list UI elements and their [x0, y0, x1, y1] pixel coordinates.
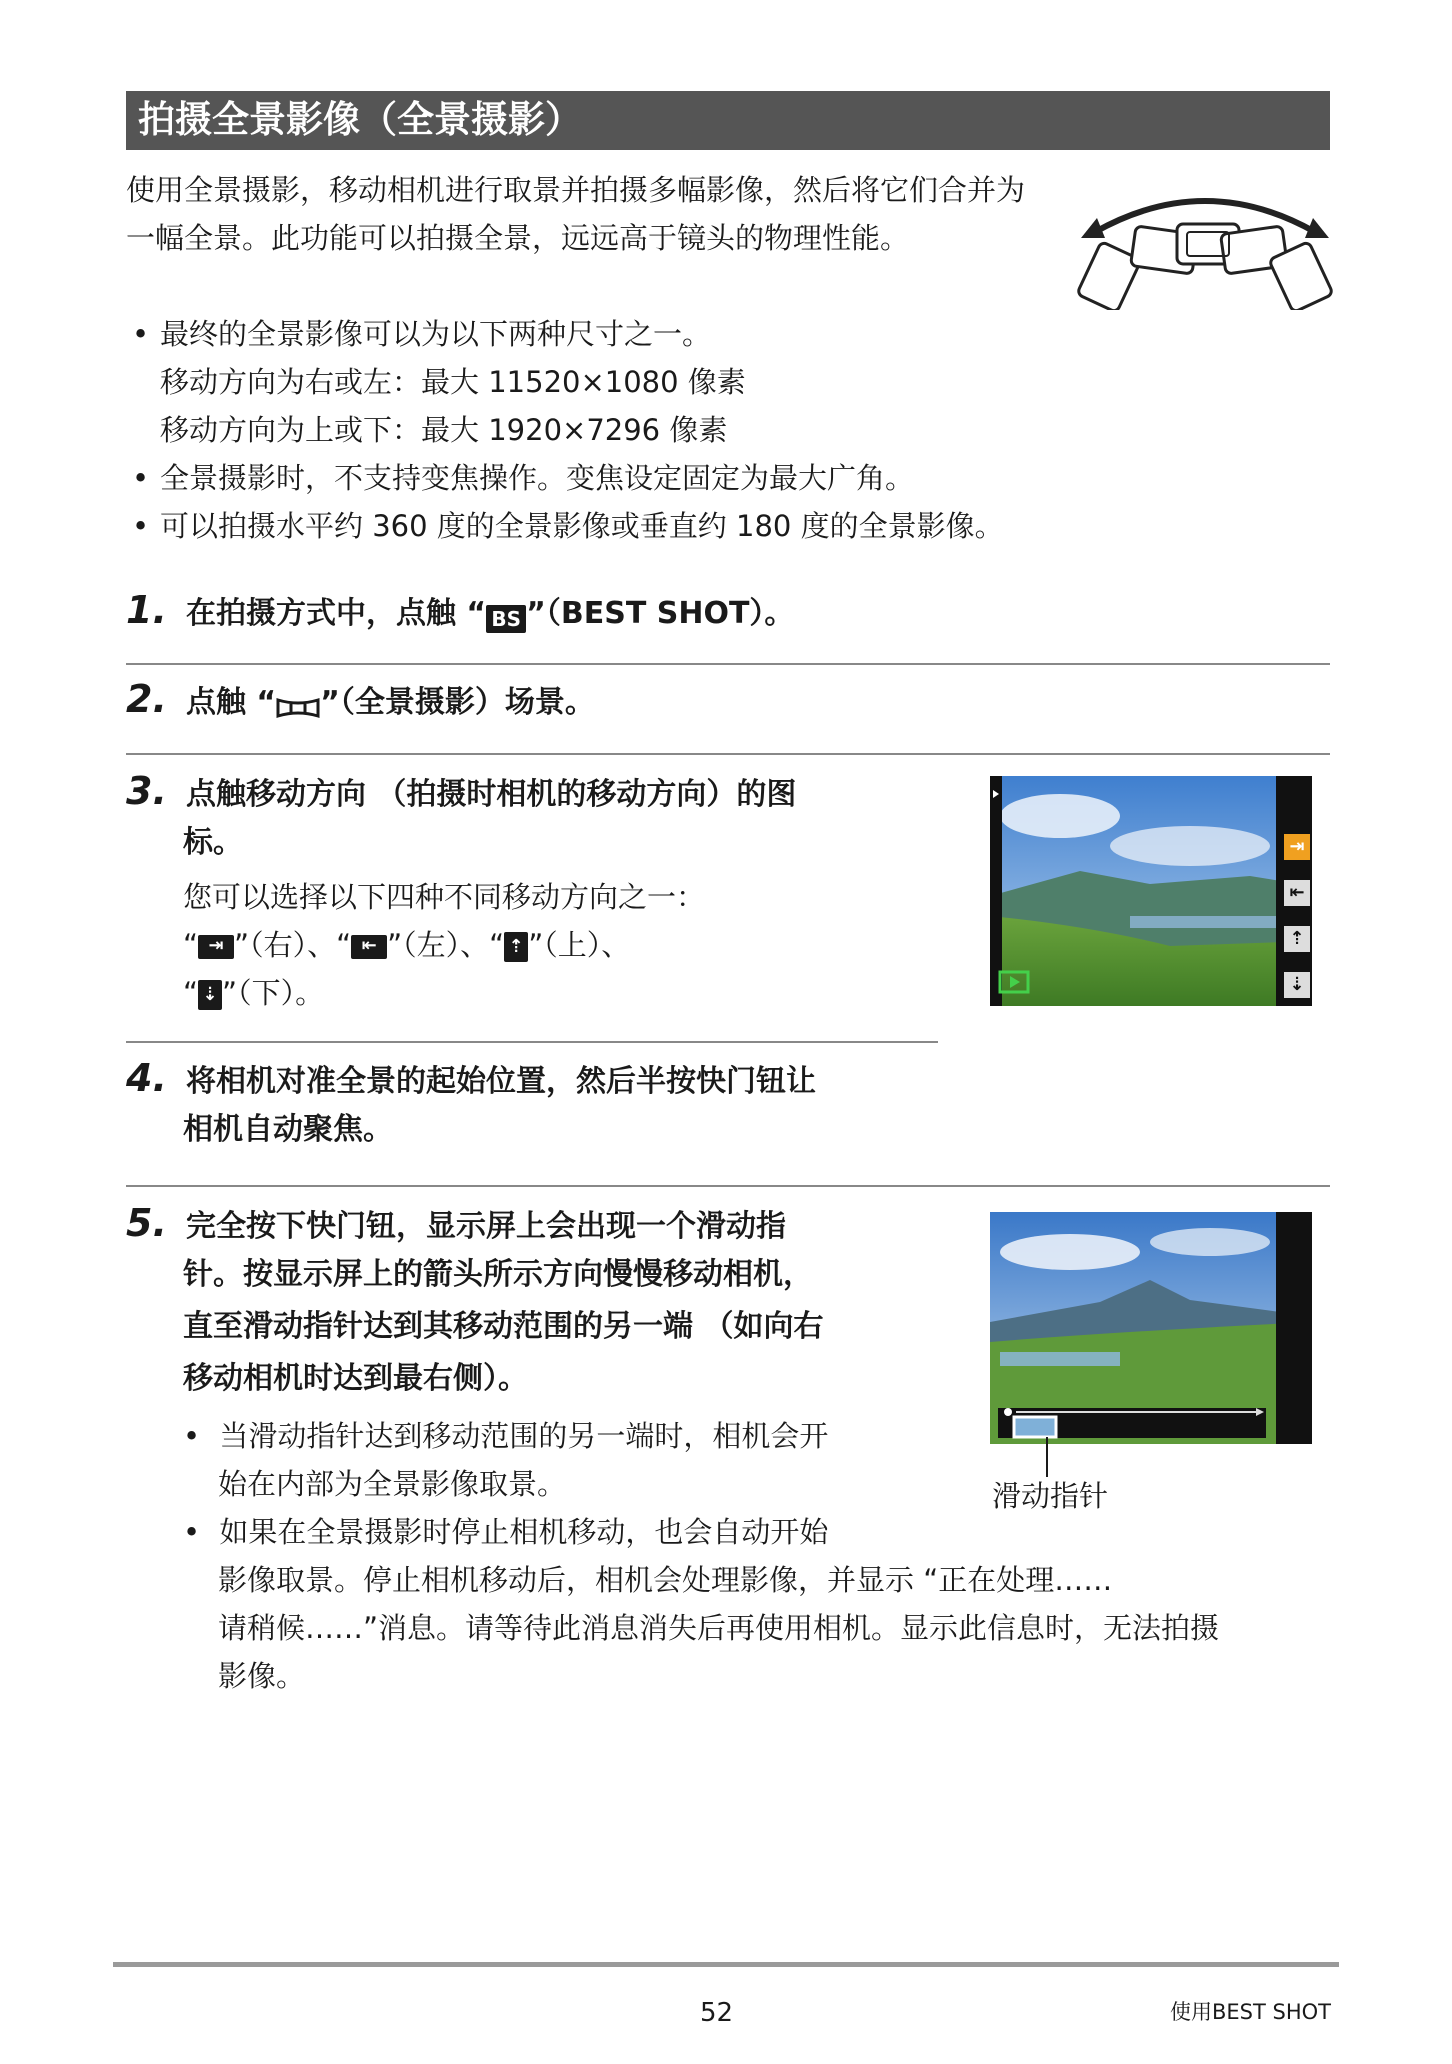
direction-choices-row-2	[183, 969, 324, 1017]
step-number: 5.	[126, 1201, 167, 1245]
direction-label: （下）。	[237, 976, 325, 1010]
panorama-scene-icon	[276, 696, 320, 720]
footer-rule	[113, 1962, 1339, 1967]
step-text-line: 相机自动聚焦。	[183, 1112, 393, 1147]
quote-mark: ”	[528, 928, 544, 962]
step-number: 3.	[126, 769, 167, 813]
step-3	[126, 765, 796, 821]
step-text-after: ”（全景摄影）场景。	[320, 685, 595, 720]
note-line: 如果在全景摄影时停止相机移动，也会自动开始	[219, 1515, 829, 1549]
direction-left-button[interactable]: ⇤	[1284, 880, 1310, 906]
bullet-dot: •	[183, 1419, 201, 1453]
bullet-subline: 移动方向为右或左：最大 11520×1080 像素	[160, 365, 746, 399]
bullet-dot: •	[132, 509, 150, 543]
step-number: 4.	[126, 1056, 167, 1100]
bullet-dot: •	[132, 317, 150, 351]
step-text-line: 针。按显示屏上的箭头所示方向慢慢移动相机，	[183, 1257, 813, 1292]
direction-left-icon: ⇤	[351, 935, 387, 959]
step-text-before: 点触 “	[185, 685, 277, 720]
step-text-before: 在拍摄方式中，点触 “	[185, 596, 487, 631]
step-text-line: 直至滑动指针达到其移动范围的另一端 （如向右	[183, 1309, 824, 1344]
list-item-sub	[126, 406, 1004, 454]
direction-right-icon: ⇥	[198, 935, 234, 959]
direction-down-button[interactable]: ⇣	[1284, 972, 1310, 998]
step-1	[126, 584, 794, 640]
direction-down-icon: ⇣	[198, 980, 222, 1010]
step-2	[126, 673, 595, 729]
divider	[126, 1185, 1330, 1187]
list-item	[126, 454, 1004, 502]
quote-mark: “	[336, 928, 352, 962]
step-number: 1.	[126, 588, 167, 632]
bullet-text: 可以拍摄水平约 360 度的全景影像或垂直约 180 度的全景影像。	[160, 509, 1004, 543]
direction-up-icon: ⇡	[504, 932, 528, 962]
quote-mark: “	[183, 976, 199, 1010]
bullet-list	[126, 310, 1004, 550]
bullet-text: 最终的全景影像可以为以下两种尺寸之一。	[160, 317, 712, 351]
panorama-shooting-screen	[990, 1212, 1312, 1444]
direction-right-button[interactable]: ⇥	[1284, 834, 1310, 860]
bullet-dot: •	[183, 1515, 201, 1549]
direction-panel	[1276, 776, 1312, 1006]
divider	[126, 663, 1330, 665]
list-item	[126, 502, 1004, 550]
note-line: 影像。	[218, 1659, 306, 1693]
note-2	[183, 1508, 828, 1556]
quote-mark: “	[489, 928, 505, 962]
direction-label: （上）、	[543, 928, 631, 962]
step-title-line: 标。	[183, 825, 243, 860]
step-number: 2.	[126, 677, 167, 721]
step-text-line: 完全按下快门钮，显示屏上会出现一个滑动指	[185, 1209, 786, 1244]
step-title-line: 点触移动方向 （拍摄时相机的移动方向）的图	[185, 777, 797, 812]
note-line: 当滑动指针达到移动范围的另一端时，相机会开	[219, 1419, 829, 1453]
section-title: 拍摄全景影像（全景摄影）	[138, 98, 582, 141]
list-item-sub	[126, 358, 1004, 406]
list-item	[126, 310, 1004, 358]
slider-caption: 滑动指针	[992, 1479, 1109, 1513]
quote-mark: ”	[222, 976, 238, 1010]
quote-mark: ”	[234, 928, 250, 962]
note-line: 请稍候……”消息。请等待此消息消失后再使用相机。显示此信息时，无法拍摄	[218, 1611, 1220, 1645]
bullet-text: 全景摄影时，不支持变焦操作。变焦设定固定为最大广角。	[160, 461, 915, 495]
step-description: 您可以选择以下四种不同移动方向之一：	[183, 880, 706, 914]
step-4	[126, 1052, 816, 1108]
page-number: 52	[700, 1998, 734, 2028]
step-text-line: 移动相机时达到最右侧）。	[183, 1361, 528, 1396]
landscape-photo	[990, 776, 1312, 1006]
slider-pointer-leader-line	[1046, 1437, 1048, 1477]
landscape-photo	[990, 1212, 1312, 1444]
bullet-subline: 移动方向为上或下：最大 1920×7296 像素	[160, 413, 728, 447]
direction-up-button[interactable]: ⇡	[1284, 926, 1310, 952]
step-text-line: 将相机对准全景的起始位置，然后半按快门钮让	[185, 1064, 816, 1099]
step-text-after: ”（BEST SHOT）。	[526, 596, 795, 631]
direction-selection-screen	[990, 776, 1312, 1006]
divider	[126, 753, 1330, 755]
quote-mark: ”	[387, 928, 403, 962]
step-5	[126, 1197, 786, 1253]
best-shot-icon: BS	[486, 605, 526, 633]
note-line: 影像取景。停止相机移动后，相机会处理影像，并显示 “正在处理……	[218, 1563, 1113, 1597]
divider	[126, 1041, 938, 1043]
camera-panning-illustration	[1075, 180, 1335, 310]
footer-section-label: 使用BEST SHOT	[1170, 2000, 1331, 2024]
note-line: 始在内部为全景影像取景。	[218, 1467, 567, 1501]
direction-label: （左）、	[402, 928, 490, 962]
note-1	[183, 1412, 828, 1460]
intro-paragraph: 使用全景摄影，移动相机进行取景并拍摄多幅影像，然后将它们合并为一幅全景。此功能可以拍摄全景，远远高于镜头的物理性能。	[126, 173, 1026, 255]
bullet-dot: •	[132, 461, 150, 495]
direction-label: （右）、	[249, 928, 337, 962]
direction-choices-row-1	[183, 921, 630, 969]
quote-mark: “	[183, 928, 199, 962]
